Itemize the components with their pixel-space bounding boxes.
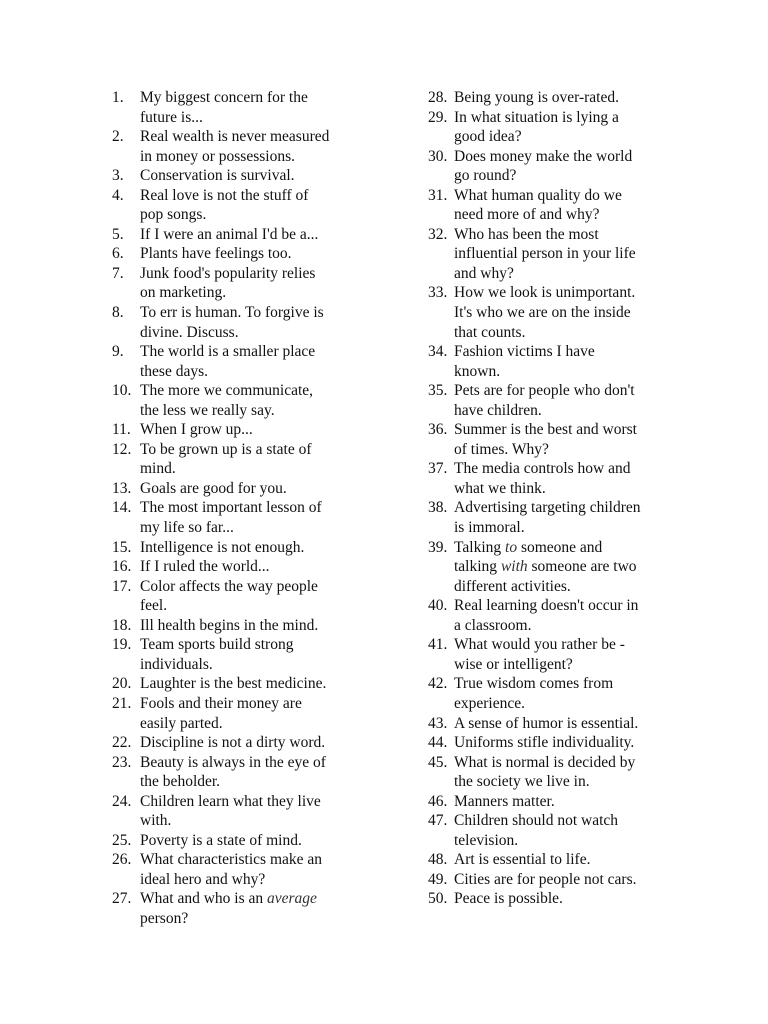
item-number: 33.: [428, 284, 448, 302]
list-item: [428, 225, 678, 284]
item-number: 12.: [112, 440, 132, 458]
item-number: 49.: [428, 870, 448, 888]
item-text-part: Talking: [454, 538, 506, 556]
item-text: Intelligence is not enough.: [140, 538, 305, 556]
item-text: A sense of humor is essential.: [454, 714, 639, 732]
item-text-part: someone are two different activities.: [454, 558, 637, 595]
item-text: To err is human. To forgive is divine. Discuss.: [140, 304, 324, 341]
item-number: 17.: [112, 577, 132, 595]
item-number: 10.: [112, 382, 132, 400]
item-text: If I were an animal I'd be a...: [140, 225, 319, 243]
item-number: 15.: [112, 538, 132, 556]
item-number: 41.: [428, 636, 448, 654]
item-number: 7.: [112, 264, 124, 282]
list-item: [112, 557, 368, 577]
list-item: [428, 596, 678, 635]
item-text: Real learning doesn't occur in a classroom.: [454, 597, 639, 634]
item-text: If I ruled the world...: [140, 558, 270, 576]
item-number: 5.: [112, 225, 124, 243]
list-item: [112, 440, 368, 479]
item-number: 14.: [112, 499, 132, 517]
item-text: The media controls how and what we think.: [454, 460, 631, 497]
item-text: My biggest concern for the future is...: [140, 89, 308, 126]
item-text: What would you rather be - wise or intelligent?: [454, 636, 625, 673]
item-number: 9.: [112, 343, 124, 361]
item-text: What is normal is decided by the society we live in.: [454, 753, 636, 791]
item-text: Ill health begins in the mind.: [140, 616, 319, 634]
list-item: [428, 714, 678, 734]
list-item: [112, 88, 368, 127]
item-text: Poverty is a state of mind.: [140, 831, 302, 849]
item-text: Uniforms stifle individuality.: [454, 734, 635, 752]
item-text: The most important lesson of my life so far...: [140, 499, 322, 537]
item-text: To be grown up is a state of mind.: [140, 440, 312, 478]
item-number: 40.: [428, 597, 448, 615]
list-item: [428, 870, 678, 890]
list-item: [112, 420, 368, 440]
item-text: What characteristics make an ideal hero and why?: [140, 851, 323, 888]
list-item: [112, 694, 368, 733]
list-item: [112, 674, 368, 694]
item-number: 21.: [112, 694, 132, 712]
item-text: Conservation is survival.: [140, 167, 295, 185]
list-item: [428, 381, 678, 420]
list-item: [112, 381, 368, 420]
item-text-emphasis: average: [266, 890, 317, 908]
item-number: 18.: [112, 616, 132, 634]
item-number: 19.: [112, 636, 132, 654]
list-item: [428, 147, 678, 186]
item-text: The world is a smaller place these days.: [140, 343, 316, 380]
item-text: Advertising targeting children is immoral.: [454, 499, 641, 537]
list-item: [112, 127, 368, 166]
list-item: [428, 733, 678, 753]
item-number: 20.: [112, 675, 132, 693]
list-item: [112, 850, 368, 889]
list-item: [112, 479, 368, 499]
list-item: [428, 792, 678, 812]
item-text: Beauty is always in the eye of the beholder.: [140, 753, 326, 791]
item-number: 3.: [112, 167, 124, 185]
item-number: 39.: [428, 538, 448, 556]
list-item: [428, 889, 678, 909]
item-number: 50.: [428, 890, 448, 908]
item-text: Children should not watch television.: [454, 812, 619, 849]
item-number: 48.: [428, 851, 448, 869]
list-item: [428, 283, 678, 342]
item-text: Real love is not the stuff of pop songs.: [140, 186, 309, 224]
item-number: 25.: [112, 831, 132, 849]
item-number: 23.: [112, 753, 132, 771]
item-text-part: someone and talking: [454, 538, 603, 576]
item-number: 34.: [428, 343, 448, 361]
item-text-part: person?: [140, 909, 189, 927]
item-text: Pets are for people who don't have children.: [454, 382, 635, 419]
item-text: What human quality do we need more of and why?: [454, 186, 622, 224]
item-text: Children learn what they live with.: [140, 792, 321, 830]
list-item: [428, 186, 678, 225]
list-item: [112, 342, 368, 381]
item-text: Being young is over-rated.: [454, 89, 619, 106]
list-item: [112, 577, 368, 616]
item-text: Plants have feelings too.: [140, 245, 292, 263]
item-text: Fools and their money are easily parted.: [140, 694, 302, 732]
item-text: Junk food's popularity relies on marketing.: [140, 264, 316, 302]
item-number: 46.: [428, 792, 448, 810]
topic-list-left: [112, 88, 368, 929]
list-item: [428, 674, 678, 713]
item-text: Color affects the way people feel.: [140, 577, 318, 615]
list-item: [428, 459, 678, 498]
item-number: 43.: [428, 714, 448, 732]
item-text: How we look is unimportant. It's who we are on the inside that counts.: [454, 284, 636, 341]
item-number: 8.: [112, 304, 124, 322]
item-text: [140, 889, 368, 928]
item-text: When I grow up...: [140, 421, 253, 439]
list-item: [428, 420, 678, 459]
list-item: [112, 616, 368, 636]
item-number: 22.: [112, 734, 132, 752]
item-text: Team sports build strong individuals.: [140, 636, 294, 673]
item-text-part: What and who is an: [140, 890, 267, 908]
item-number: 2.: [112, 128, 124, 146]
item-text: Summer is the best and worst of times. Why?: [454, 421, 637, 458]
item-text-emphasis: to: [505, 538, 518, 556]
item-number: 16.: [112, 558, 132, 576]
list-item: [112, 244, 368, 264]
item-number: 32.: [428, 225, 448, 243]
list-item: [112, 166, 368, 186]
list-item: [112, 831, 368, 851]
list-item: [428, 538, 678, 597]
list-item: [428, 108, 678, 147]
list-item: [428, 635, 678, 674]
list-item: [112, 264, 368, 303]
item-number: 35.: [428, 382, 448, 400]
item-text: In what situation is lying a good idea?: [454, 108, 619, 146]
list-item: [112, 225, 368, 245]
list-item: [112, 889, 368, 928]
list-item: [112, 498, 368, 537]
item-text: Discipline is not a dirty word.: [140, 734, 326, 752]
item-number: 28.: [428, 89, 448, 106]
item-number: 26.: [112, 851, 132, 869]
item-text: The more we communicate, the less we really say.: [140, 382, 314, 419]
item-text: Art is essential to life.: [454, 851, 591, 869]
item-text: Manners matter.: [454, 792, 555, 810]
item-number: 37.: [428, 460, 448, 478]
item-text: Who has been the most influential person in your life and why?: [454, 225, 636, 282]
item-number: 4.: [112, 186, 124, 204]
item-number: 45.: [428, 753, 448, 771]
item-number: 6.: [112, 245, 124, 263]
item-number: 27.: [112, 890, 132, 908]
item-text: Cities are for people not cars.: [454, 870, 637, 888]
item-number: 29.: [428, 108, 448, 126]
item-text-emphasis: with: [500, 558, 528, 576]
list-item: [112, 753, 368, 792]
list-item: [112, 792, 368, 831]
item-number: 38.: [428, 499, 448, 517]
item-number: 11.: [112, 421, 131, 439]
list-item: [428, 753, 678, 792]
list-item: [112, 538, 368, 558]
list-item: [112, 635, 368, 674]
item-text: True wisdom comes from experience.: [454, 675, 614, 712]
topic-list-right: [428, 88, 678, 909]
item-number: 44.: [428, 734, 448, 752]
item-text: Goals are good for you.: [140, 479, 287, 497]
list-item: [428, 498, 678, 537]
item-text: Peace is possible.: [454, 890, 563, 908]
item-number: 24.: [112, 792, 132, 810]
item-number: 42.: [428, 675, 448, 693]
item-text: Laughter is the best medicine.: [140, 675, 327, 693]
item-number: 31.: [428, 186, 448, 204]
item-text: [454, 538, 678, 597]
list-item: [112, 186, 368, 225]
list-item: [112, 733, 368, 753]
item-number: 36.: [428, 421, 448, 439]
list-item: [112, 303, 368, 342]
list-item: [428, 850, 678, 870]
item-text: Real wealth is never measured in money or possessions.: [140, 128, 330, 165]
item-number: 1.: [112, 89, 124, 106]
item-number: 13.: [112, 479, 132, 497]
list-item: [428, 342, 678, 381]
item-number: 47.: [428, 812, 448, 830]
item-number: 30.: [428, 147, 448, 165]
item-text: Fashion victims I have known.: [454, 343, 595, 380]
list-item: [428, 88, 678, 108]
list-item: [428, 811, 678, 850]
item-text: Does money make the world go round?: [454, 147, 633, 185]
